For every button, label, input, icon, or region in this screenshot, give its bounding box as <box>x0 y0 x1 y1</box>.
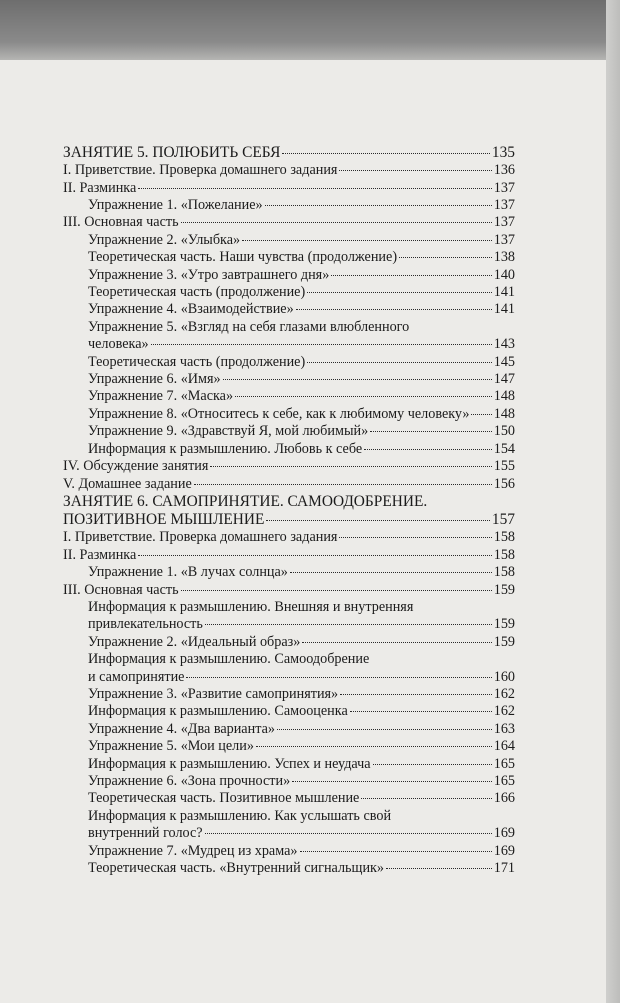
toc-entry-title: Упражнение 2. «Идеальный образ» <box>88 633 301 650</box>
toc-entry-title: Теоретическая часть (продолжение) <box>88 353 306 370</box>
toc-entry-title: Упражнение 1. «В лучах солнца» <box>88 564 288 581</box>
dot-leader <box>205 833 492 834</box>
toc-entry <box>63 529 515 546</box>
dot-leader <box>186 677 491 678</box>
dot-leader <box>340 694 492 695</box>
toc-entry-title: ПОЗИТИВНОЕ МЫШЛЕНИЕ <box>63 511 265 529</box>
toc-entry-title: III. Основная часть <box>63 214 179 231</box>
toc-page-number: 154 <box>493 440 515 457</box>
toc-entry <box>63 197 515 214</box>
toc-entry <box>63 756 515 773</box>
toc-entry <box>63 301 515 318</box>
toc-entry-title: Теоретическая часть. «Внутренний сигнальщик» <box>88 860 385 877</box>
toc-entry-title: Упражнение 3. «Утро завтрашнего дня» <box>88 266 330 283</box>
toc-entry <box>63 180 515 197</box>
toc-entry-title: I. Приветствие. Проверка домашнего задания <box>63 162 338 179</box>
dot-leader <box>292 781 492 782</box>
dot-leader <box>364 449 492 450</box>
toc-entry <box>63 582 515 599</box>
toc-page-number: 140 <box>493 266 515 283</box>
toc-page-number: 159 <box>493 616 515 633</box>
toc-entry-title: привлекательность <box>88 616 203 633</box>
toc-entry-continuation: Информация к размышлению. Как услышать свой <box>88 807 392 824</box>
toc-entry-title: Упражнение 9. «Здравствуй Я, мой любимый» <box>88 423 369 440</box>
toc-entry-title: Упражнение 7. «Маска» <box>88 388 234 405</box>
toc-page-number: 165 <box>493 773 515 790</box>
dot-leader <box>138 188 491 189</box>
toc-entry <box>63 354 515 371</box>
toc-entry <box>63 686 515 703</box>
dot-leader <box>256 746 492 747</box>
dot-leader <box>181 222 492 223</box>
toc-entry <box>63 458 515 475</box>
toc-entry-title: внутренний голос? <box>88 825 203 842</box>
toc-entry-title: Теоретическая часть (продолжение) <box>88 284 306 301</box>
toc-page-number: 137 <box>493 214 515 231</box>
toc-entry <box>63 825 515 842</box>
toc-page-number: 155 <box>493 458 515 475</box>
toc-page-number: 148 <box>493 388 515 405</box>
dot-leader <box>339 170 491 171</box>
toc-page-number: 160 <box>493 668 515 685</box>
toc-entry-title: Упражнение 4. «Два варианта» <box>88 720 275 737</box>
toc-entry-title: Упражнение 6. «Имя» <box>88 371 221 388</box>
toc-entry <box>63 371 515 388</box>
toc-entry <box>63 738 515 755</box>
dot-leader <box>302 642 491 643</box>
toc-page-number: 165 <box>493 755 515 772</box>
dot-leader <box>138 555 491 556</box>
toc-page-number: 159 <box>493 581 515 598</box>
dot-leader <box>307 362 492 363</box>
dot-leader <box>181 590 492 591</box>
toc-page-number: 150 <box>493 423 515 440</box>
toc-page-number: 159 <box>493 633 515 650</box>
toc-entry <box>63 547 515 564</box>
toc-entry <box>63 790 515 807</box>
toc-entry <box>63 406 515 423</box>
toc-entry <box>63 249 515 266</box>
toc-page-number: 141 <box>493 284 515 301</box>
toc-entry-title: Информация к размышлению. Успех и неудача <box>88 755 371 772</box>
toc-entry-title: ЗАНЯТИЕ 5. ПОЛЮБИТЬ СЕБЯ <box>63 144 281 161</box>
dot-leader <box>282 153 490 154</box>
toc-entry <box>63 388 515 405</box>
dot-leader <box>386 868 492 869</box>
scan-top-shadow <box>0 0 620 60</box>
toc-page-number: 171 <box>493 860 515 877</box>
toc-page-number: 158 <box>493 529 515 546</box>
dot-leader <box>339 537 491 538</box>
toc-entry-continuation: Упражнение 5. «Взгляд на себя глазами влюбленного <box>88 318 410 335</box>
toc-page-number: 143 <box>493 336 515 353</box>
dot-leader <box>373 764 492 765</box>
toc-page-number: 166 <box>493 790 515 807</box>
toc-page-number: 169 <box>493 842 515 859</box>
toc-page-number: 163 <box>493 720 515 737</box>
toc-entry-title: Упражнение 1. «Пожелание» <box>88 197 263 214</box>
toc-entry-title: Упражнение 4. «Взаимодействие» <box>88 301 294 318</box>
dot-leader <box>350 711 492 712</box>
toc-entry <box>63 267 515 284</box>
toc-page-number: 137 <box>493 197 515 214</box>
toc-page-number: 137 <box>493 231 515 248</box>
dot-leader <box>205 624 492 625</box>
toc-entry-title: Информация к размышлению. Любовь к себе <box>88 440 363 457</box>
dot-leader <box>210 466 491 467</box>
toc-page-number: 156 <box>493 475 515 492</box>
toc-entry-title: V. Домашнее задание <box>63 475 192 492</box>
toc-entry-title: II. Разминка <box>63 179 137 196</box>
toc-page-number: 137 <box>493 179 515 196</box>
dot-leader <box>194 484 492 485</box>
toc-page-number: 158 <box>493 546 515 563</box>
dot-leader <box>277 729 492 730</box>
toc-page-number: 138 <box>493 249 515 266</box>
dot-leader <box>471 414 491 415</box>
toc-entry-title: и самопринятие <box>88 668 185 685</box>
toc-entry <box>63 162 515 179</box>
toc-entry <box>63 336 515 353</box>
toc-entry <box>63 616 515 633</box>
dot-leader <box>331 275 491 276</box>
toc-page-number: 148 <box>493 405 515 422</box>
toc-section-heading <box>63 144 515 162</box>
toc-entry-title: Информация к размышлению. Самооценка <box>88 703 348 720</box>
toc-entry <box>63 476 515 493</box>
toc-page-number: 141 <box>493 301 515 318</box>
toc-page-number: 135 <box>491 144 515 161</box>
toc-page-number: 147 <box>493 371 515 388</box>
toc-section-heading <box>63 511 515 529</box>
toc-entry <box>63 214 515 231</box>
toc-entry-title: III. Основная часть <box>63 581 179 598</box>
dot-leader <box>266 520 489 521</box>
toc-entry <box>63 423 515 440</box>
dot-leader <box>290 572 492 573</box>
toc-entry <box>63 843 515 860</box>
toc-entry <box>63 284 515 301</box>
toc-page-number: 145 <box>493 353 515 370</box>
toc-page-number: 158 <box>493 564 515 581</box>
toc-page-number: 162 <box>493 685 515 702</box>
toc-entry-continuation: Информация к размышлению. Внешняя и внутренняя <box>88 598 414 615</box>
toc-entry <box>63 721 515 738</box>
toc-page-number: 169 <box>493 825 515 842</box>
toc-entry-title: Упражнение 3. «Развитие самопринятия» <box>88 685 339 702</box>
toc-entry-title: Упражнение 2. «Улыбка» <box>88 231 241 248</box>
toc-page-number: 164 <box>493 738 515 755</box>
dot-leader <box>265 205 492 206</box>
dot-leader <box>223 379 492 380</box>
dot-leader <box>361 798 491 799</box>
toc-entry-title: Упражнение 5. «Мои цели» <box>88 738 254 755</box>
dot-leader <box>242 240 492 241</box>
toc-entry-continuation: ЗАНЯТИЕ 6. САМОПРИНЯТИЕ. САМООДОБРЕНИЕ. <box>63 492 428 510</box>
dot-leader <box>300 851 492 852</box>
toc-entry-title: I. Приветствие. Проверка домашнего задания <box>63 529 338 546</box>
toc-entry-title: Теоретическая часть. Позитивное мышление <box>88 790 360 807</box>
toc-entry-title: Упражнение 7. «Мудрец из храма» <box>88 842 298 859</box>
dot-leader <box>296 309 492 310</box>
toc-page-number: 136 <box>493 162 515 179</box>
toc-entry <box>63 860 515 877</box>
table-of-contents <box>63 144 515 877</box>
dot-leader <box>151 344 492 345</box>
toc-entry-title: Теоретическая часть. Наши чувства (продолжение) <box>88 249 398 266</box>
dot-leader <box>370 431 492 432</box>
toc-entry-title: II. Разминка <box>63 546 137 563</box>
toc-page-number: 157 <box>491 511 515 529</box>
toc-entry-title: Упражнение 6. «Зона прочности» <box>88 773 291 790</box>
toc-entry <box>63 564 515 581</box>
toc-entry-title: Упражнение 8. «Относитесь к себе, как к любимому человеку» <box>88 405 470 422</box>
dot-leader <box>235 396 492 397</box>
toc-entry <box>63 441 515 458</box>
toc-entry <box>63 232 515 249</box>
toc-entry-title: человека» <box>88 336 149 353</box>
dot-leader <box>307 292 492 293</box>
toc-page-number: 162 <box>493 703 515 720</box>
toc-entry <box>63 634 515 651</box>
toc-entry <box>63 773 515 790</box>
toc-entry-title: IV. Обсуждение занятия <box>63 458 209 475</box>
dot-leader <box>399 257 492 258</box>
toc-entry <box>63 669 515 686</box>
toc-entry <box>63 703 515 720</box>
toc-entry-continuation: Информация к размышлению. Самоодобрение <box>88 651 370 668</box>
scan-right-edge <box>606 0 620 1003</box>
